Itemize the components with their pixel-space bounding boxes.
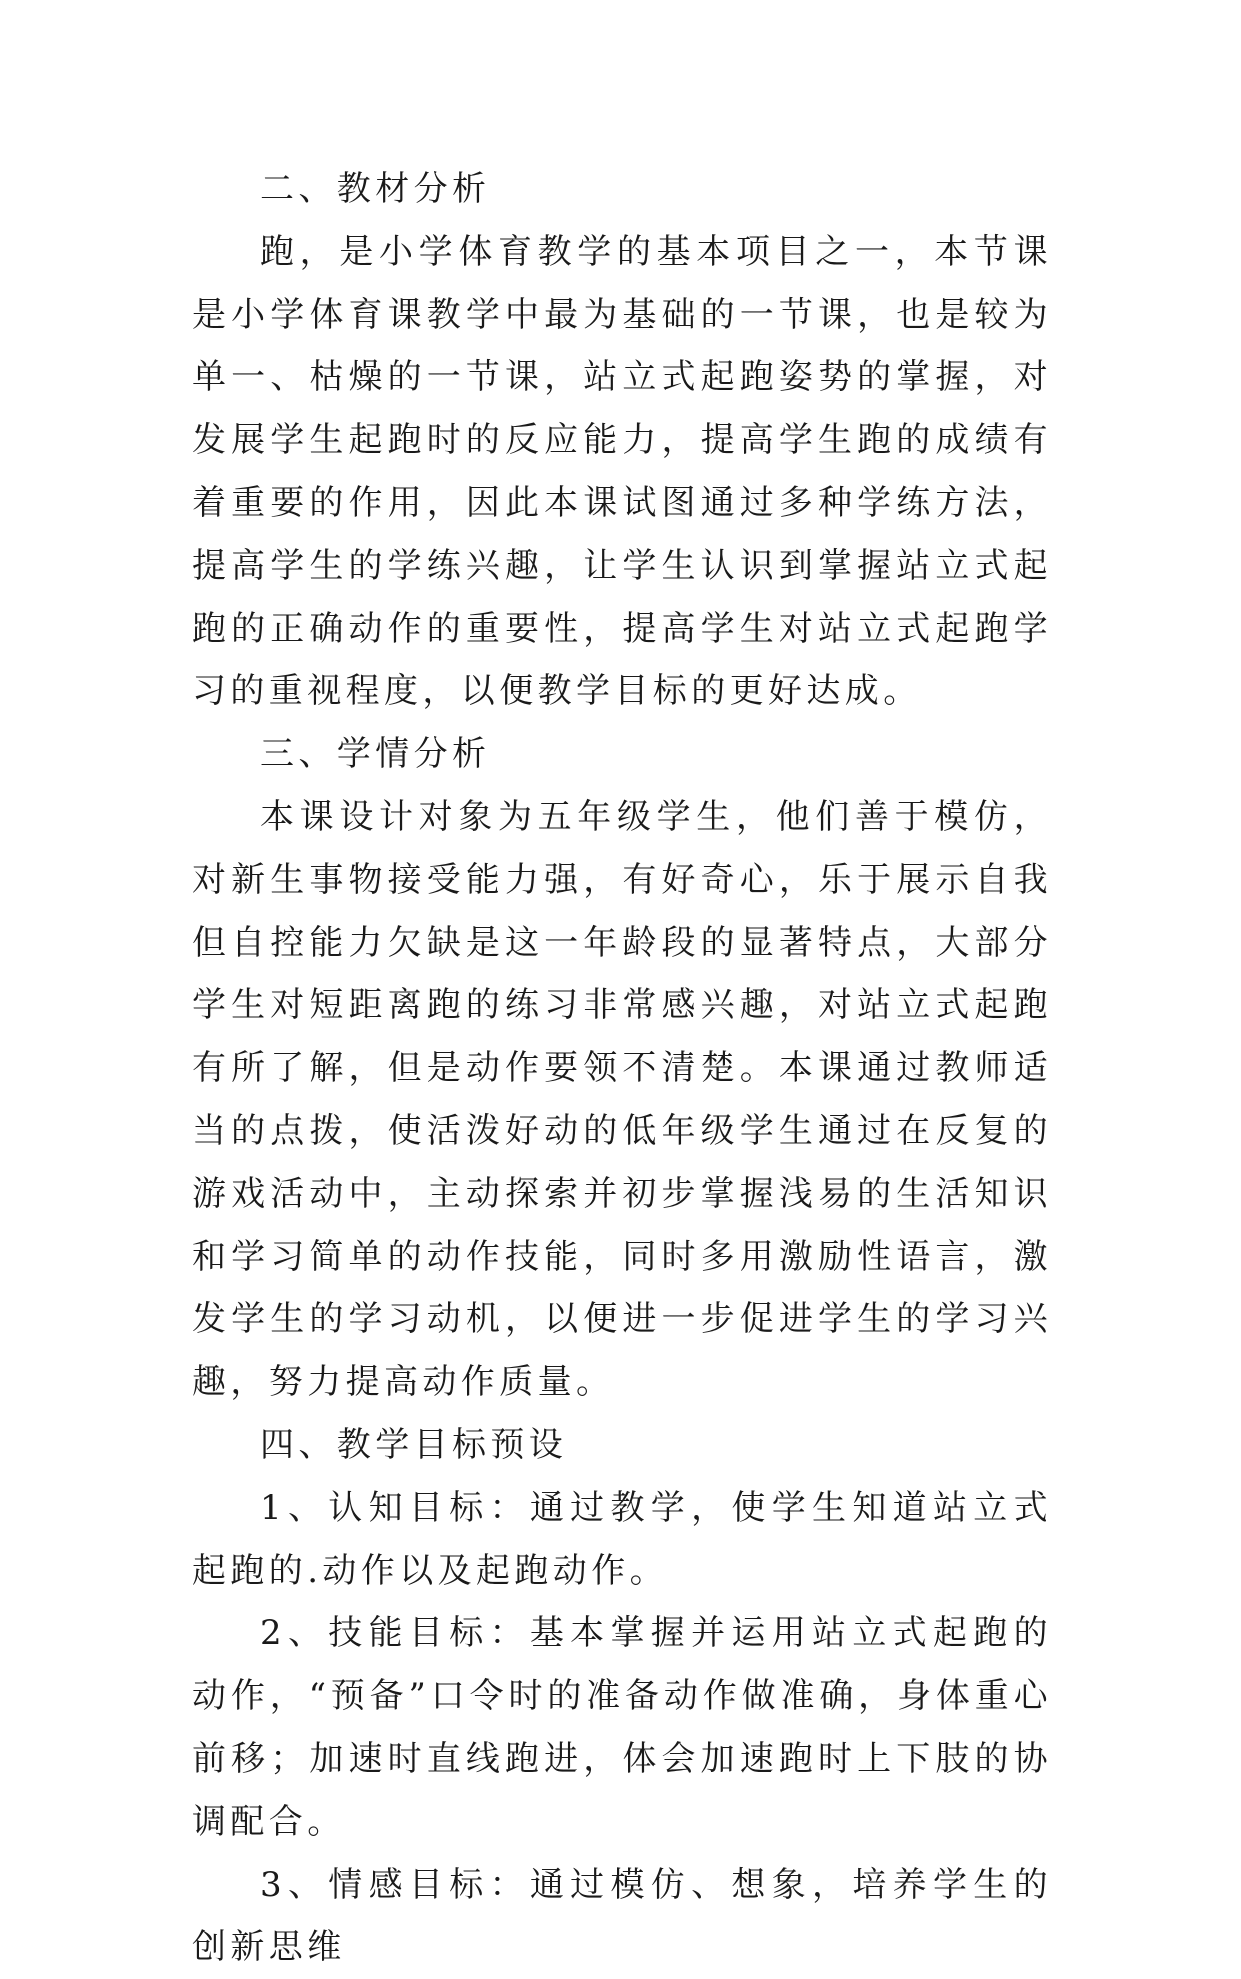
document-body (192, 158, 1052, 1979)
goal-item-skill: 2、技能目标：基本掌握并运用站立式起跑的动作，“预备”口令时的准备动作做准确，身体重心前移；加速时直线跑进，体会加速跑时上下肢的协调配合。 (192, 1613, 1052, 1842)
paragraph-textbook-analysis: 跑，是小学体育教学的基本项目之一，本节课是小学体育课教学中最为基础的一节课，也是较为单一、枯燥的一节课，站立式起跑姿势的掌握，对发展学生起跑时的反应能力，提高学生跑的成绩有着重要的作用，因此本课试图通过多种学练方法，提高学生的学练兴趣，让学生认识到掌握站立式起跑的正确动作的重要性，提高学生对站立式起跑学习的重视程度，以便教学目标的更好达成。 (192, 231, 1052, 712)
section-heading-textbook-analysis: 二、教材分析 (260, 169, 491, 209)
goal-item-emotional: 3、情感目标：通过模仿、想象，培养学生的创新思维 (192, 1864, 1052, 1968)
paragraph-student-analysis: 本课设计对象为五年级学生，他们善于模仿，对新生事物接受能力强，有好奇心，乐于展示自我但自控能力欠缺是这一年龄段的显著特点，大部分学生对短距离跑的练习非常感兴趣，对站立式起跑有所了解，但是动作要领不清楚。本课通过教师适当的点拨，使活泼好动的低年级学生通过在反复的游戏活动中，主动探索并初步掌握浅易的生活知识和学习简单的动作技能，同时多用激励性语言，激发学生的学习动机，以便进一步促进学生的学习兴趣，努力提高动作质量。 (192, 796, 1052, 1403)
goal-item-cognitive: 1、认知目标：通过教学，使学生知道站立式起跑的.动作以及起跑动作。 (192, 1487, 1052, 1591)
section-heading-student-analysis: 三、学情分析 (260, 734, 491, 775)
section-heading-teaching-goals: 四、教学目标预设 (260, 1424, 568, 1465)
